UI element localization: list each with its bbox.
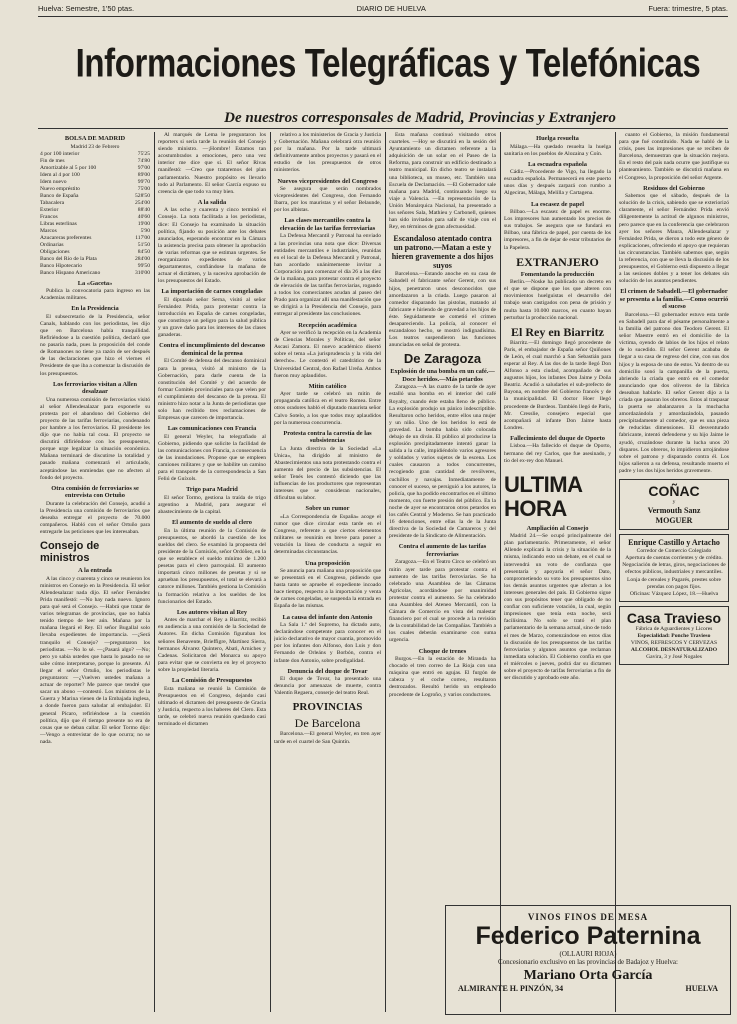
bolsa-row: [40, 256, 150, 263]
column-rule: [270, 132, 271, 1012]
bolsa-row: [40, 263, 150, 270]
bolsa-value: 74'80: [137, 157, 150, 164]
article-text: Antes de marchar el Rey a Biarritz, recibió en audiencia a una comisión de la Sociedad de Autores. En dicha Comisión figuraban los señores Benavente, Brieffigre, Martínez Sierra, hermanos Álvarez Quintero, Abati, Arniches y Cadenas. Solicitaron del Monarca su apoyo para evitar que se convierta en ley el proyecto sobre la propiedad literaria.: [158, 617, 266, 673]
bolsa-value: 5'90: [140, 227, 150, 234]
zaragoza-heading: De Zaragoza: [403, 351, 482, 367]
article-text: A las ocho y cuarenta y cinco terminó el Consejo. La nota facilitada a los periodistas, dice: El Consejo ha examinado la situación política, fijando su posición ante los debates anunciados, esperando encontrar en la Cámara la asistencia precisa para obtener la aprobación de varias reformas que se estiman urgentes. Se reorganizaron expedientes de varios departamentos, confiándose la mañana de actuar el dictámen, y la sucesiva aprobación de los presupuestos del Estado.: [158, 207, 266, 285]
article-text: Ayer tarde se celebró un mitin de propaganda católica en el teatro Romea. Entre otros oradores habló el diputado maurista señor Calvo Sotelo, a los que todos muy aplaudidos por la numerosa concurrencia.: [274, 391, 381, 426]
column-4: [389, 132, 496, 1012]
bolsa-heading: BOLSA DE MADRID: [64, 135, 126, 142]
autores-heading: Los autores visitan al Rey: [176, 608, 248, 616]
travieso-title: Casa Travieso: [626, 609, 722, 626]
masthead: [38, 4, 728, 17]
bolsa-row: [40, 214, 150, 221]
bolsa-row: [40, 207, 150, 214]
article-text: La Junta directiva de la Sociedad «La Unica», ha dirigido al ministro de Abastecimientos una nota protestando contra el aumento del precio de las subsistencias. El señor Tenés les contestó diciendo que las influencias de los productores que representan intereses que se consideran nacionales, dificultan su labor.: [274, 445, 381, 502]
escuadra-heading: La escuadra española: [528, 160, 587, 168]
travieso-addr: Gavira, 3 y José Nogales: [646, 654, 702, 661]
article-text: El duque de Tovar, ha presentado una denuncia por amenazas de muerte, contra Valentín Regaera, conserje del teatro Real.: [274, 676, 381, 697]
castillo-sub: Corredor de Comercio Colegiado: [636, 548, 712, 555]
tarifas-heading: Contra el aumento de las tarifas ferroviarias: [398, 543, 487, 558]
article-text: El subsecretario de la Presidencia, señor Canals, hablando con los periodistas, les dijo que en Barcelona había tranquilidad. Refiriéndose a la cuestión política, declaró que no pasaría nada, pues la proposición del conde de Romanones no tiene ya razón de ser después de las declaraciones que hizo el viernes el Presidente de que iba a comenzar la discusión de los presupuestos.: [40, 313, 150, 377]
column-6: [619, 132, 729, 902]
article-text: Biarritz.—El domingo llegó procedente de París, el embajador de España señor Quiñones de León, el cual marchó a San Sebastián para esperar al Rey. A las dos de la tarde llegó Don Alfonso a esta ciudad, acompañado de sus augustos hijos, los infantes Don Jaime y Doña Beatriz. Acudió a saludarles el sub-prefecto de Bayona, en nombre del Gobierno francés y de la municipalidad. El doctor Hoer llegó procedente de Burdeos. También llegó de París, Mr. Cresslie, consejero especial que acompañará al infante Don Jaime hasta Londres.: [504, 339, 611, 431]
paternina-ad: [445, 905, 731, 1015]
moguer-label: MOGUER: [655, 516, 693, 526]
choque-heading: Choque de trenes: [418, 647, 467, 655]
article-text: Esta mañana continuó visitando otros cuarteles. —Hoy se discutirá en la sesión del Ayuntamiento un dictamen referente a la adquisición de un solar en el Paseo de la Reforma, para construir un edificio destinado a teatro municipal. En dicho teatro se instalará una biblioteca, un museo, etc. También una Escuela de Declamación. —El Gobernador sale mañana para Madrid, continuando luego su viaje a Valencia. —En representación de la Unión Monárquica Nacional, ha presentado a los señores Sala, Mathieu y Carbonell, quienes han sido invitados para salir de viaje con el Rey, en términos de gran afectuosidad.: [389, 132, 496, 231]
column-1: [40, 132, 150, 1012]
article-text: La Defensa Mercantil y Patronal ha enviado a las provincias una nota que dice: Diversas entidades mercantiles e industriales, reunidas en el local de la Defensa Mercantil y Patronal, han acordado unánimemente invitar a Corporación para comenzar el día 26 a las diez de la mañana, para protestar contra el proyecto de elevación de las tarifas ferroviarias, rogando a todos los comerciantes acudan al paseo del Prado para organizar allí una manifestación que se dirigirá a la Presidencia del Consejo, para entregar al presidente las conclusiones.: [274, 233, 381, 318]
article-text: Bilbao.—La escasez de papel es enorme. Los impresores han aumentado los precios de sus trabajos. Se asegura que se fundará en Bilbao, una fábrica de papel, por cuenta de los impresores, a fin de dejar de estar tributarios de la Papelera.: [504, 209, 611, 251]
page-subtitle: De nuestros corresponsales de Madrid, Provincias y Extranjero: [224, 110, 616, 126]
travieso-vinos: VINOS, REFRESCOS Y CERVEZAS: [630, 639, 718, 646]
paternina-agent: Mariano Orta García: [523, 968, 653, 983]
papel-heading: La escasez de papel: [530, 200, 585, 208]
article-text: Publica la convocatoria para ingreso en las Academias militares.: [40, 288, 150, 302]
bolsa-table: [40, 151, 150, 277]
bolsa-label: Ordinarias: [40, 241, 64, 248]
castillo-addr: Oficinas: Vázquez López, 18.—Huelva: [629, 590, 719, 597]
bolsa-label: Francos: [40, 213, 58, 220]
descanso-heading: Contra el incumplimiento del descanso dominical de la prensa: [159, 342, 265, 357]
bolsa-row: [40, 186, 150, 193]
sueldo-heading: El aumento de sueldo al clero: [172, 519, 252, 527]
ultima-hora-heading: ULTIMA HORA: [504, 471, 583, 521]
article-text: Sabemos que el sábado, después de la solución de la crisis, sabiendo que se exteriorizó claramente, el señor Fernández Prida envió diligentemente la actitud de algunos ministros, pero parece que en la conferencia que celebraron ayer los señores Maura, Allendesalazar y Fernández Prida, se dieron a todo este género de explicaciones, ofreciendo el apoyo que requieran las circunstancias. También sabemos que, según la referencia, con que se lleva la discusión de los presupuestos, el Gobierno está dispuesto a llegar a las sesiones dobles y a tener los debates sin solución de los asuntos pendientes.: [619, 193, 729, 285]
francia-heading: Las comunicaciones con Francia: [167, 425, 257, 433]
paternina-city: HUELVA: [685, 984, 718, 993]
bolsa-label: Obligaciones: [40, 248, 70, 255]
otra-comision-heading: Otra comisión de ferroviarios se entrevista con Ortuño: [51, 484, 139, 500]
bolsa-label: Azucareras preferentes: [40, 234, 92, 241]
bolsa-label: Banco Hipotecario: [40, 262, 83, 269]
bolsa-label: Banco de España: [40, 192, 79, 199]
ferroviarios-heading: Los ferroviarios visitan a Allen desalzaar: [52, 380, 138, 396]
article-text: Berlín.—Noske ha publicado un decreto en el que se dispone que los que alteren con movimientos huelguistas el desarrollo del trabajo sean castigados con pena de prisión y multa hasta 10.000 marcos, en cuanto hayan perturbar la producción nacional.: [504, 279, 611, 321]
article-text: Madrid 24.—Se ocupó principalmente del plan parlamentario. Primeramente, el señor Allende explicará la crisis y la situación de la misma, indicando esto un debate, en el cual se intervendrá un voto de confianza que presentaría y apoyaría el señor Dato, comprometiendo su voto los presupuestos sino los demás asuntos urgentes que afectan a los intereses generales del país. El Gobierno sigue con sus propósitos tener que obligado de no confiar con suficiente votación, la cual, según impresiones que tenía esta noche, será facilísima. No solo se trató el plan parlamentario de la semana actual, sino de todo el mes de Marzo, comenzándose en estos días la discusión de los presupuestos de las tarifas ferroviarias y algunos asuntos que reclaman inmediata solución. El Gobierno confía en que el miércoles o jueves, podrá dar su dictamen sobre el proyecto de tarifas ferroviarias a fin de ser discutido y aprobado este año.: [504, 533, 611, 682]
article-text: La Sala 1.ª del Supremo, ha dictado auto, declarándose competente para conocer en el juicio declarativo de mayor cuantía, promovido por los infantes don Alfonso, don Luis y don Fernando de Orleáns y Borbón, contra el infante don Antonio, sobre prodigalidad.: [274, 622, 381, 664]
conac-y: y: [672, 499, 676, 506]
travieso-especialidad: Especialidad: Ponche Travieso: [637, 632, 711, 639]
presidencia-heading: En la Presidencia: [71, 305, 119, 313]
bolsa-value: 19'00: [137, 220, 150, 227]
bolsa-row: [40, 235, 150, 242]
explosion-heading: Explosión de una bomba en un café.—Doce heridos.—Más petardos: [390, 368, 495, 383]
gaceta-heading: La «Gaceta»: [77, 279, 113, 287]
bolsa-row: [40, 193, 150, 200]
bolsa-row: [40, 242, 150, 249]
bolsa-value: 528'50: [135, 192, 150, 199]
fomentando-heading: Fomentando la producción: [520, 270, 595, 278]
barcelona-heading: De Barcelona: [294, 716, 361, 731]
bolsa-value: 88'40: [137, 206, 150, 213]
rumor-heading: Sobre un rumor: [305, 505, 350, 513]
trigo-heading: Trigo para Madrid: [186, 486, 238, 494]
bolsa-label: Banco del Río de la Plata: [40, 255, 97, 262]
bolsa-row: [40, 151, 150, 158]
castillo-text: Apertura de cuentas corrientes y de crédito. Negociación de letras, giros, negociaciones de efectos públicos, industriales y mercantiles. Lonja de cereales y Pagarés, prestes sobre prendas con pagos fijos.: [622, 555, 726, 590]
consejo-heading: Consejo de ministros: [40, 540, 100, 565]
escandaloso-heading: Escandaloso atentado contra un patrono.—Matan a este y hieren gravemente a dos hijos suyos: [391, 234, 494, 271]
bolsa-value: 99'70: [137, 178, 150, 185]
bolsa-row: [40, 270, 150, 277]
article-text: Durante la celebración del Consejo, acudió a la Presidencia una comisión de ferroviarios que deseaba entregar el proyecto de 70.000 compañeros. Habló con el señor Ortuño para entregarle las peticiones que les interesaban.: [40, 500, 150, 536]
paternina-title: Federico Paternina: [475, 922, 701, 950]
proposicion-heading: Una proposición: [305, 559, 350, 567]
bolsa-value: 99'50: [137, 262, 150, 269]
travieso-ad: [619, 606, 729, 665]
article-text: Lisboa.—Ha fallecido el duque de Oporto, hermano del rey Carlos, que fue asesinado, y tío del ex-rey don Manuel.: [504, 443, 611, 464]
residuos-heading: Residuos del Gobierno: [643, 184, 705, 192]
article-text: Cádiz.—Procedente de Vigo, ha llegado la escuadra española. Permanecerá en este puerto unos días y después zarpará con rumbo a Algeciras, Málaga, Melilla y Cartagena.: [504, 169, 611, 197]
article-text: Ayer se verificó la recepción en la Academia de Ciencias Morales y Políticas, del señor Ascasi Zamora. El nuevo académico disertó sobre el tema «La jurisprudencia y la vida del derecho». Le contestó el catedrático de la Universidad Central, don Rafael Ureña. Ambos fueron muy aplaudidos.: [274, 330, 381, 379]
paternina-addr: ALMIRANTE H. PINZÓN, 34: [458, 984, 564, 993]
header-rule: [38, 128, 728, 129]
tovar-heading: Denuncia del duque de Tovar: [287, 667, 368, 675]
vermouth-title: Vermouth Sanz: [647, 506, 701, 516]
castillo-ad: [619, 534, 729, 602]
masthead-center: DIARIO DE HUELVA: [356, 4, 426, 13]
column-rule: [154, 132, 155, 1012]
fallecimiento-heading: Fallecimiento del duque de Oporto: [510, 434, 605, 442]
infante-heading: La causa del infante don Antonio: [282, 613, 373, 621]
article-text: Esta mañana se reunió la Comisión de Presupuestos en el Congreso, dejando casi ultimado el dictamen del presupuesto de Gracia y Justicia, respecto a los haberes del Clero. Esta tarde, se celebró nueva reunión quedando casi terminado el dictamen: [158, 685, 266, 727]
article-text: El Comité de defensa del descanso dominical para la prensa, visitó al ministro de la Gobernación, para darle cuenta de la constitución del Comité y del acuerdo de formar Comités provinciales para que velen por el cumplimiento del descanso de la prensa. El ministro hizo notar a la Junta de periodistas que solo han recibido tres reclamaciones de Empresas que carecen de importancia.: [158, 358, 266, 422]
bolsa-label: Amortizable al 5 por 100: [40, 164, 97, 171]
column-2: [158, 132, 266, 1012]
bolsa-label: Exterior: [40, 206, 59, 213]
column-rule: [500, 132, 501, 1012]
bolsa-label: Banco Hispano Americano: [40, 269, 101, 276]
bolsa-row: [40, 179, 150, 186]
article-text: Barcelona.—El gobernador estuvo esta tarde en Sabadell para dar el pésame personalmente a la familia del patrono don Teodoro Gerent. El señor Maestre entró en el domicilio de la víctima, oyendo de labios de los hijos el relato de lo sucedido. El señor Gerent acababa de llegar a su casa de regreso del cine, con sus dos hijos y la esposa de uno de estos. Ya dentro de su domicilio sonó la campanilla de la puerta, abriendo la criada que entró en el comedor anunciando que dos oliveros de la fábrica deseaban hablarle. El señor Gerent dijo a la criada que pasaran los obreros. Estos al traspasar la puerta se abalanzaron a la muchacha amordazándola y amordazándola, pasando precipitadamente al comedor, que es una pieza de reducidas dimensiones. El desventurado fabricante, intentó defenderse y su hijo Jaime le ayudó, cruzándose durante la lucha unos 20 disparos. Los obreros, lo impidieron arrojándose sobre el patrono y disparando contra él. Los hijos salieron a su defensa, resultando muerto el padre y los dos hijos heridos gravemente.: [619, 311, 729, 474]
bolsa-value: 254'00: [135, 199, 150, 206]
article-text: El general Weyler, ha telegrafiado al Gobierno, pidiendo que solicite la facilidad de las comunicaciones con Francia, a consecuencia de las inundaciones. Propone que se empleen camiones militares y que se habilite un camino para el transporte de la correspondencia a San Feliú de Guíxols.: [158, 433, 266, 483]
bolsa-value: 40'60: [137, 213, 150, 220]
article-text: El diputado señor Serna, visitó al señor Fernández Prida, para protestar contra la introducción en España de carnes congeladas, que constituye un peligro para la salud pública y un grave daño para los intereses de las clases ganaderas.: [158, 296, 266, 339]
article-text: Zaragoza.—A las cuatro de la tarde de ayer estalló una bomba en el interior del café Royalty, cuando éste estaba lleno de público. La explosión produjo un pánico indescriptible. Resultaron ocho heridos, entre ellos una mujer y un niño. Uno de los heridos lo está de gravedad. La bomba había sido colocada debajo de un diván. El público al producirse la explosión precipitadamente intentó ganar la salida a la calle, impidiéndolo varios agresores y soldados y varios sujetos de la escena. Los cuales causaron a todos concurrentes, recogiendo gran cantidad de revólveres, cuchillos y navajas. Inmediatamente de conocer el suceso, se persiguió a los autores, la policía, que ha podido encontrarlos en el último momento, con fuerte presión del público. En la noche de ayer se encontraron otros petardos en los cafés Central y Moderno. Se han practicado 16 detenciones, entre ellas la de la Junta directiva de la Sociedad de Camareros y del presidente de la Sindicato de Alimentación.: [389, 384, 496, 540]
bolsa-row: [40, 158, 150, 165]
extranjero-heading: EXTRANJERO: [516, 254, 599, 269]
rey-heading: El Rey en Biarritz: [511, 324, 604, 339]
bolsa-label: 4 por 100 interior: [40, 150, 80, 157]
bolsa-label: Idem nuevo: [40, 178, 67, 185]
bolsa-row: [40, 172, 150, 179]
article-text: «La Correspondencia de España» acoge el rumor que dice circular esta tarde en el Congreso, referente a que ciertos elementos militares se reunirán en breve para poner a votación la línea de conducta a seguir en determinadas circunstancias.: [274, 513, 381, 556]
bolsa-value: 97'00: [137, 164, 150, 171]
masthead-left: Huelva: Semestre, 1'50 ptas.: [38, 4, 135, 13]
column-5: [504, 132, 611, 902]
recepcion-heading: Recepción académica: [298, 321, 357, 329]
conac-title: COÑAC: [648, 483, 700, 500]
bolsa-value: 284'00: [135, 255, 150, 262]
article-text: Al marqués de Lema le preguntaron los reporters si sería tarde la reunión del Consejo siendo ministro. —¡Hombre! Estamos tan acostumbrados a emociones, pero una vez interior me dice que sí. El señor Rivas manifestó: —Creo que trataremos del plan parlamentario. Nuestro propósito es llevarlo todo al Parlamento. El señor García expuso su creencia de que todo va muy bien.: [158, 132, 266, 195]
bolsa-value: 75'25: [137, 150, 150, 157]
huelga-heading: Huelga resuelta: [536, 135, 579, 142]
article-text: A las cinco y cuarenta y cinco se reunieron los ministros en Consejo en la Presidencia. El señor Allendesalazar nada dijo. El señor Fernández Prida manifestó: —No hay nada nuevo. Ignoro para qué será el Consejo. —Habrá que tratar de varios telegramas de provincias, que no había tenido tiempo de leer aún. Mañana por la mañana llegará el Rey. El señor Bugallal solo llevaba expedientes de importancia. —¿Será tranquilo el Consejo? —preguntaron los periodistas. —No lo sé. —¿Pasará algo? —No; pero yo sabía ustedes que hasta lo pasado no se sabe cómo interpretarse, porque lo presente. Al llegar el señor Ortuño, los periodistas le preguntaron: —¿Vuelven ustedes mañana a actuar de reporter? Me parece que tendré que sacar un abono —contestó. Los ministros de la Guerra y Marina vienen de la Embajada inglesa, a donde fueron para saludar al embajador. El general Pícaro, refiriéndose a la cuestión política, dijo que él tiempo presente no era de cosas que se deban callar. El señor Tormo dijo: —Vengo a entrevistar de lo que ocurra; no se nada.: [40, 575, 150, 745]
bolsa-value: 75'00: [137, 185, 150, 192]
paternina-top: VINOS FINOS DE MESA: [527, 912, 649, 922]
paternina-concesion: Concesionario exclusivo en las provincias de Badajoz y Huelva:: [497, 958, 678, 966]
bolsa-label: Marcos: [40, 227, 57, 234]
masthead-right: Fuera: trimestre, 5 ptas.: [648, 4, 728, 13]
salida-heading: A la salida: [197, 198, 227, 206]
travieso-alcohol: ALCOHOL DESNATURALIZADO: [630, 647, 718, 654]
article-text: Se anuncia para mañana una proposición que se presentará en el Congreso, pidiendo que hasta tanto se apruebe el expediente incoado hace tiempo, respecto a la importación y venta de carnes congeladas, se suspenda la entrada en España de las mismas.: [274, 568, 381, 610]
presupuestos-heading: La Comisión de Presupuestos: [171, 677, 253, 684]
bolsa-row: [40, 200, 150, 207]
article-text: En la última reunión de la Comisión de presupuestos, se abordó la cuestión de los sueldos del clero. Se examinó la propuesta del presidente de la Comisión, señor Ordóñez, en la que se establece el sueldo mínimo de 1.200 pesetas para el clero parroquial. El aumento importará cinco millones de pesetas y si se aprueban los presupuestos, el total se elevará a catorce millones. También gestiona la Comisión la formación relativa a los sueldos de los funcionarios del Estado.: [158, 527, 266, 605]
column-rule: [385, 132, 386, 1012]
vice-heading: Nuevos vicepresidentes del Congreso: [277, 177, 378, 185]
protesta-heading: Protesta contra la carestía de las subsistencias: [283, 429, 372, 445]
paternina-origin: (OLLAURI RIOJA): [559, 950, 617, 958]
ampliacion-heading: Ampliación al Consejo: [526, 524, 589, 532]
article-text: Burgos.—En la estación de Miranda ha chocado el tren correo de La Rioja con una máquina que entró en agujas. El furgón de cabeza y el coche correo, resultaron destrozados. Resultó herido un empleado procedente de Logroño, y varios conductores.: [389, 656, 496, 698]
page-title: Informaciones Telegráficas y Telefónicas: [75, 40, 701, 86]
bolsa-date: Madrid 23 de Febrero: [70, 143, 120, 150]
bolsa-label: Fin de mes: [40, 157, 65, 164]
article-text: El señor Tormo, gestiona la traída de trigo argentino a Madrid, para asegurar el abastecimiento de la capital.: [158, 494, 266, 516]
article-text: Se asegura que serán nombrados vicepresidentes del Congreso, don Fernando Ibarra, por los mauristas y el señor Belaunde, por los albistas.: [274, 186, 381, 214]
bolsa-value: 84'50: [137, 248, 150, 255]
bolsa-value: 310'00: [135, 269, 150, 276]
bolsa-value: 51'50: [137, 241, 150, 248]
crimen-heading: El crimen de Sabadell.—El gobernador se presenta a la familia.—Como ocurrió el suceso: [619, 288, 729, 311]
bolsa-label: Tabacalera: [40, 199, 65, 206]
bolsa-value: 117'00: [135, 234, 150, 241]
bolsa-label: Libras esterlinas: [40, 220, 77, 227]
article-text: relativo a los ministerios de Gracia y Justicia y Gobernación. Mañana celebrará otra reunión por la mañana. Por la tarde ultimará definitivamente ambos proyectos y pasará en el estudio de los presupuestos de otros ministerios.: [274, 132, 381, 174]
importacion-heading: La importación de carnes congeladas: [161, 288, 263, 296]
bolsa-row: [40, 165, 150, 172]
clases-heading: Las clases mercantiles contra la elevación de las tarifas ferroviarias: [279, 217, 376, 232]
article-text: Barcelona.—El general Weyler, en tren ayer tarde en el cuartel de San Quintín.: [274, 731, 381, 745]
provincias-heading: PROVINCIAS: [292, 701, 363, 714]
article-text: cuanto el Gobierno, la misión fundamental para que fué constituido. Nada se habló de la crisis, pues las impresiones que se reciben de Barcelona, demuestran que la situación mejora. En el resto del país nada ocurre que justifique su planteamiento. También se discutirá mañana en el Congreso, la proposición del señor Argente.: [619, 132, 729, 181]
entrada-heading: A la entrada: [78, 567, 112, 575]
bolsa-row: [40, 221, 150, 228]
column-rule: [615, 132, 616, 1012]
article-text: Zaragoza.—En el Teatro Circo se celebró un mitin ayer tarde para protestar contra el aumento de las tarifas ferroviarias. Se ha celebrado una Asamblea de las Cámaras Agrícolas, acordándose por unanimidad protestar contra el aumento. Se ha celebrado una Asamblea del Ateneo Mercantil, con la Cámara de Comercio en vista del malestar financiero por el cual se procede a la revisión de la contabilidad de las Compañías. También a los cuales deberán examinarse con suma urgencia.: [389, 559, 496, 644]
article-text: Barcelona.—Estando anoche en su casa de Sabadell el fabricante señor Gerent, con sus hijos, penetraron unos desconocidos que amordazaron a la criada. Luego pasaron al comedor disparando las pistolas, matando al fabricante e hiriendo de gravedad a los hijos de éste. Seguidamente se cometió el crimen desapareciendo. La policía, al conocer el escandaloso hecho, se mostró indignadísima. Los teatros suspendieron las funciones anunciadas en señal de protesta.: [389, 271, 496, 349]
bolsa-row: [40, 249, 150, 256]
conac-ad: [619, 479, 729, 530]
mitin-heading: Mitin católico: [308, 382, 347, 390]
bolsa-label: Nuevo empréstito: [40, 185, 80, 192]
bolsa-value: 89'00: [137, 171, 150, 178]
bolsa-label: Idem al 4 por 100: [40, 171, 80, 178]
article-text: Una numerosa comisión de ferroviarios visitó al señor Allendesalazar para exponerle su protesta por el abandono del Gobierno del proyecto de las tarifas ferroviarias, condenando por hambre a los ferroviarios. El presidente les dijo que no había tal cosa. El proyecto se discutirá difiriéndose con los presupuestos, porque urge legalizar la situación económica. Mañana terminará de discutirse la totalidad y pasado mañana comenzará el articulado, aceptándose las enmiendas que no afecten al fondo del proyecto.: [40, 396, 150, 481]
travieso-sub: Fábrica de Aguardientes y Licores: [635, 625, 713, 632]
column-3: [274, 132, 381, 1012]
castillo-title: Enrique Castillo y Artacho: [628, 538, 720, 548]
article-text: Málaga.—Ha quedado resuelta la huelga sanitaria en los pueblos de Alozaina y Coín.: [504, 143, 611, 157]
bolsa-row: [40, 228, 150, 235]
